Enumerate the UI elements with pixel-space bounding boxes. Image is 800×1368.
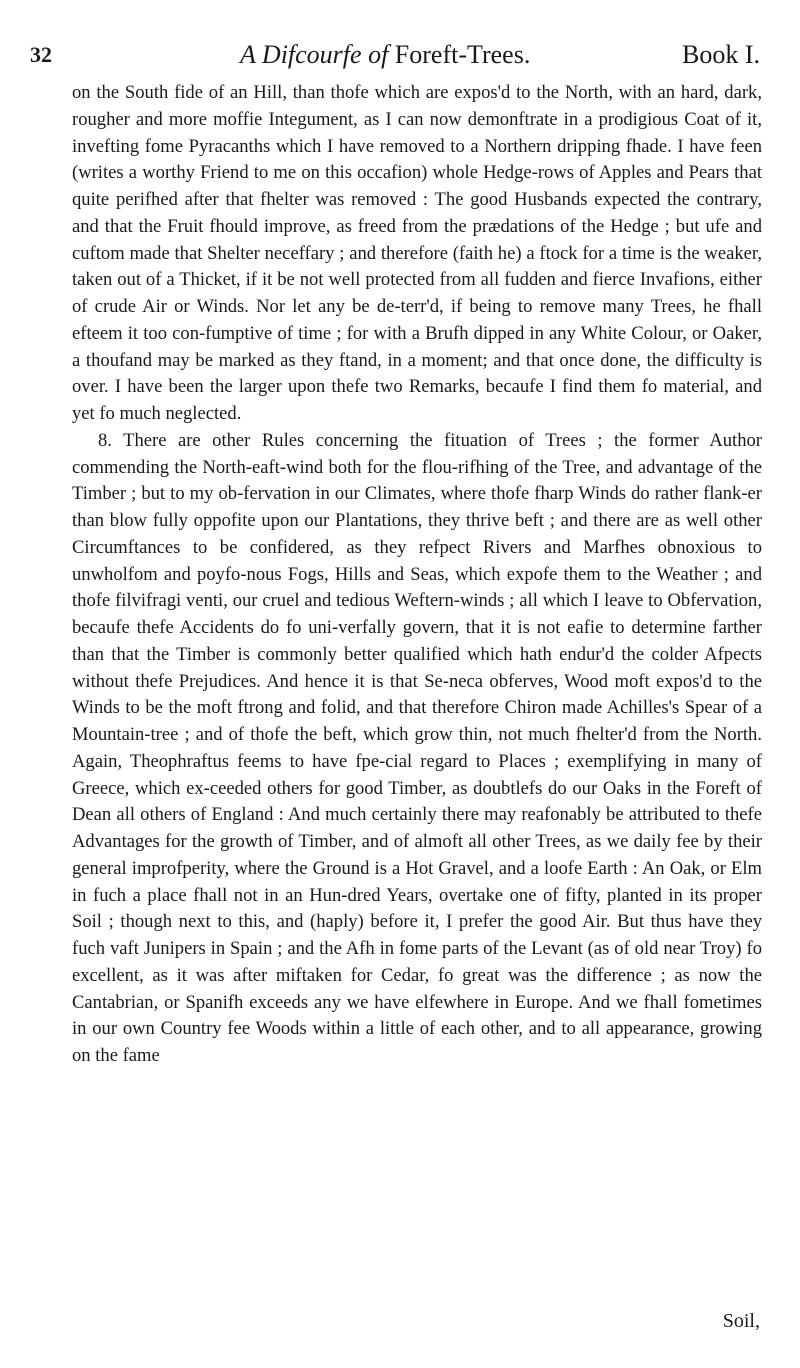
title-prefix: A Difcourfe bbox=[240, 40, 362, 69]
page-number: 32 bbox=[30, 42, 52, 67]
title-of: of bbox=[368, 40, 389, 69]
catchword: Soil, bbox=[722, 1310, 760, 1332]
title-rest: Foreft-Trees. bbox=[394, 40, 531, 69]
paragraph-2: 8. There are other Rules concerning the fituation of Trees ; the former Author commending the North-eaft-wind both for the flou-rifhing of the Tree, and advantage of the Timber ; but to my ob-fervation in our Climates, where thofe fharp Winds do rather flank-er than blow fully oppofite upon our Plantations, they thrive beft ; and there are as well other Circumftances to be confidered, as they refpect Rivers and Marfhes obnoxious to unwholfom and poyfo-nous Fogs, Hills and Seas, which expofe them to the Weather ; and thofe filvifragi venti, our cruel and tedious Weftern-winds ; all which I leave to Obfervation, becaufe thefe Accidents do fo uni-verfally govern, that it is not eafie to determine farther than that the Timber is commonly better qualified which hath endur'd the colder Afpects without thefe Prejudices. And hence it is that Se-neca obferves, Wood moft expos'd to the Winds to be the moft ftrong and folid, and that therefore Chiron made Achilles's Spear of a Mountain-tree ; and of thofe the beft, which grow thin, not much fhelter'd from the North. Again, Theophraftus feems to have fpe-cial regard to Places ; exemplifying in many of Greece, which ex-ceeded others for good Timber, as doubtlefs do our Oaks in the Foreft of Dean all others of England : And much certainly there may reafonably be attributed to thefe Advantages for the growth of Timber, and of almoft all other Trees, as we daily fee by their general improfperity, where the Ground is a Hot Gravel, and a loofe Earth : An Oak, or Elm in fuch a place fhall not in an Hun-dred Years, overtake one of fifty, planted in its proper Soil ; though next to this, and (haply) before it, I prefer the good Air. But thus have they fuch vaft Junipers in Spain ; and the Afh in fome parts of the Levant (as of old near Troy) fo excellent, as it was after miftaken for Cedar, fo great was the difference ; as now the Cantabrian, or Spanifh exceeds any we have elfewhere in Europe. And we fhall fometimes in our own Country fee Woods within a little of each other, and to all appearance, growing on the fame bbox=[72, 429, 762, 1066]
body-text bbox=[72, 80, 762, 1070]
running-header bbox=[30, 40, 760, 80]
paragraph-1: on the South fide of an Hill, than thofe which are expos'd to the North, with an hard, dark, rougher and more moffie Integument, as I can now demonftrate in a prodigious Coat of it, invefting fome Pyracanths which I have removed to a Northern dripping fhade. I have feen (writes a worthy Friend to me on this occafion) whole Hedge-rows of Apples and Pears that quite perifhed after that fhelter was removed : The good Husbands expected the contrary, and that the Fruit fhould improve, as freed from the prædations of the Hedge ; but ufe and cuftom made that Shelter neceffary ; and therefore (faith he) a ftock for a time is the weaker, taken out of a Thicket, if it be not well protected from all fudden and fierce Invafions, either of crude Air or Winds. Nor let any be de-terr'd, if being to remove many Trees, he fhall efteem it too con-fumptive of time ; for with a Brufh dipped in any White Colour, or Oaker, a thoufand may be marked as they ftand, in a moment; and that once done, the difficulty is over. I have been the larger upon thefe two Remarks, becaufe I find them fo material, and yet fo much neglected. bbox=[72, 82, 762, 424]
running-title bbox=[240, 40, 530, 70]
book-label: Book I. bbox=[682, 40, 760, 69]
